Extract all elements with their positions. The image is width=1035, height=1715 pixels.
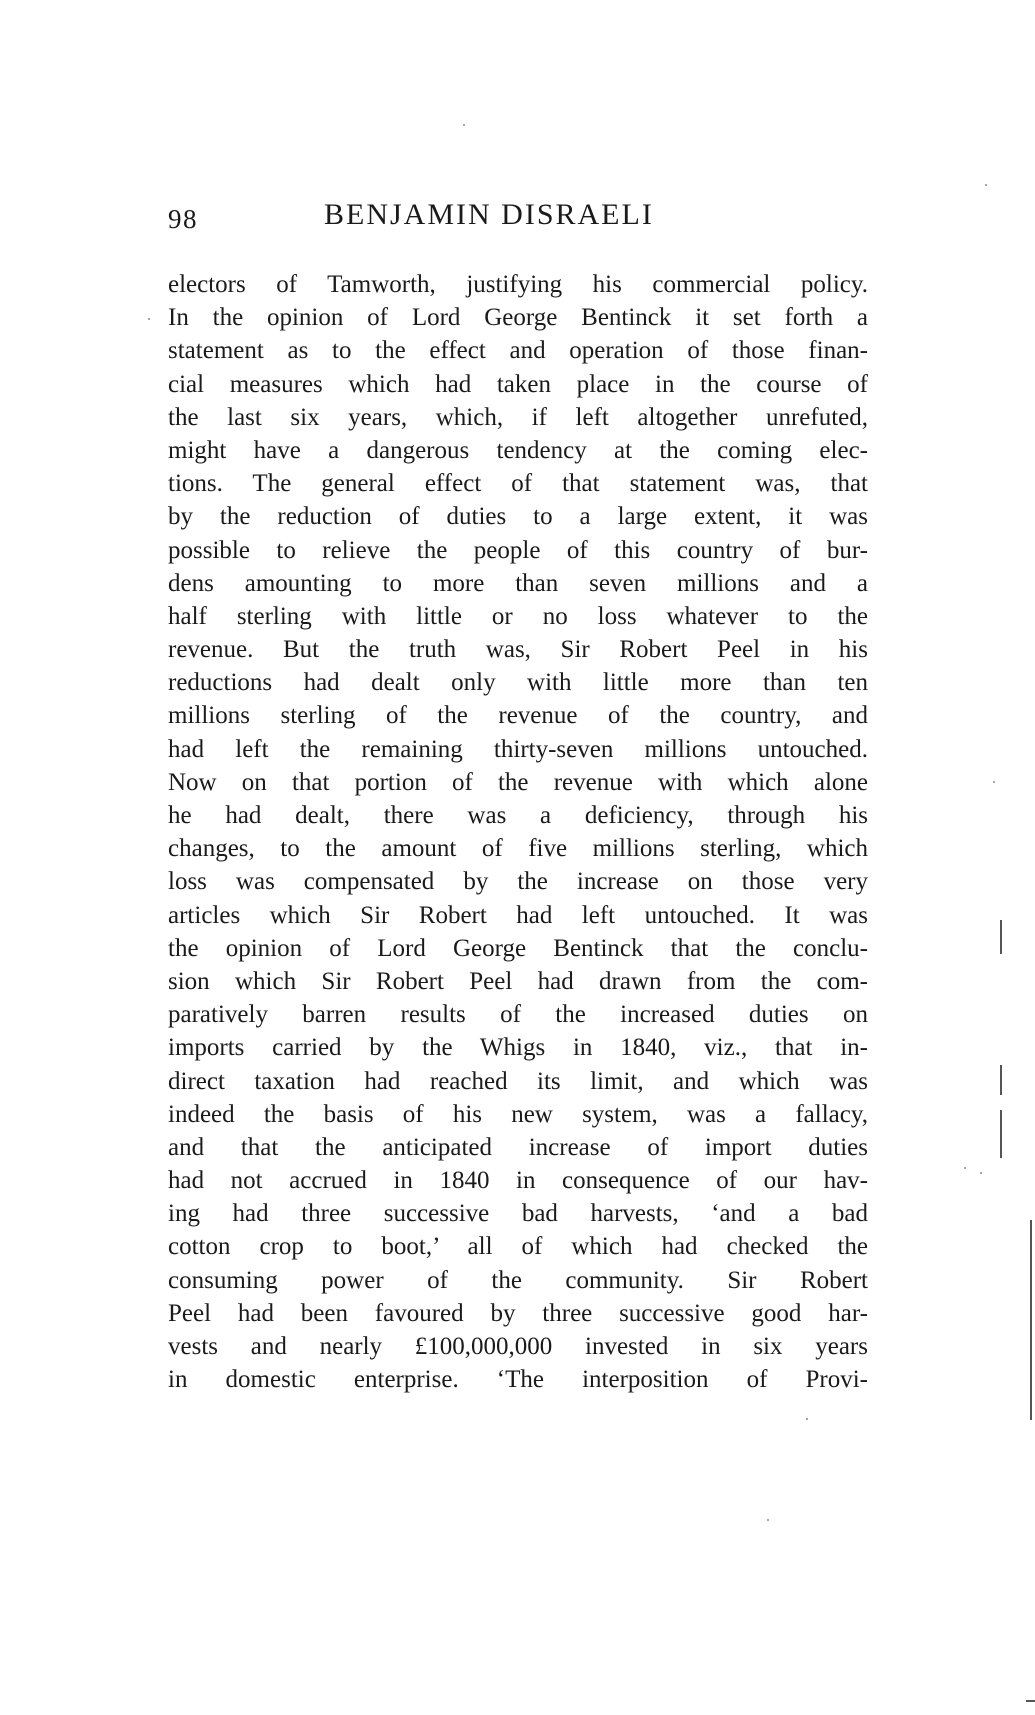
text-line: half sterling with little or no loss whatever to the bbox=[168, 602, 868, 630]
text-line: dens amounting to more than seven millions and a bbox=[168, 569, 868, 597]
text-line: millions sterling of the revenue of the country, and bbox=[168, 702, 868, 730]
text-line: sion which Sir Robert Peel had drawn from the com- bbox=[168, 967, 868, 995]
running-head bbox=[168, 198, 868, 238]
scan-artifact bbox=[767, 1519, 769, 1521]
text-line: Now on that portion of the revenue with which alone bbox=[168, 768, 868, 796]
text-line: cial measures which had taken place in the course of bbox=[168, 370, 868, 398]
text-line: had left the remaining thirty-seven millions untouched. bbox=[168, 735, 868, 763]
scan-artifact bbox=[1030, 1220, 1032, 1420]
text-line: paratively barren results of the increased duties on bbox=[168, 1001, 868, 1029]
text-line: by the reduction of duties to a large extent, it was bbox=[168, 503, 868, 531]
text-line: electors of Tamworth, justifying his commercial policy. bbox=[168, 271, 868, 298]
scan-artifact bbox=[1000, 1110, 1002, 1158]
scan-artifact bbox=[463, 124, 465, 126]
text-line: statement as to the effect and operation of those finan- bbox=[168, 337, 868, 365]
text-line: had not accrued in 1840 in consequence of our hav- bbox=[168, 1167, 868, 1195]
scan-artifact bbox=[964, 1167, 966, 1169]
text-line: reductions had dealt only with little more than ten bbox=[168, 669, 868, 697]
text-line: loss was compensated by the increase on those very bbox=[168, 868, 868, 896]
text-line: he had dealt, there was a deficiency, through his bbox=[168, 802, 868, 829]
page-number: 98 bbox=[168, 204, 198, 234]
text-line: articles which Sir Robert had left untouched. It was bbox=[168, 901, 868, 929]
text-line: possible to relieve the people of this country of bur- bbox=[168, 536, 868, 564]
text-line: vests and nearly £100,000,000 invested in six years bbox=[168, 1333, 868, 1360]
text-line: the last six years, which, if left altogether unrefuted, bbox=[168, 403, 868, 431]
scan-artifact bbox=[148, 318, 150, 320]
text-line: indeed the basis of his new system, was a fallacy, bbox=[168, 1100, 868, 1128]
text-line: direct taxation had reached its limit, and which was bbox=[168, 1067, 868, 1095]
scan-artifact bbox=[1000, 920, 1002, 954]
scan-artifact bbox=[985, 184, 987, 186]
text-line: might have a dangerous tendency at the coming elec- bbox=[168, 436, 868, 464]
scan-artifact bbox=[1026, 1700, 1035, 1702]
text-line: imports carried by the Whigs in 1840, viz., that in- bbox=[168, 1034, 868, 1062]
text-line: Peel had been favoured by three successive good har- bbox=[168, 1299, 868, 1327]
text-line: the opinion of Lord George Bentinck that the conclu- bbox=[168, 934, 868, 962]
text-line: In the opinion of Lord George Bentinck it set forth a bbox=[168, 304, 868, 332]
text-line: ing had three successive bad harvests, ‘and a bad bbox=[168, 1200, 868, 1228]
body-text bbox=[168, 268, 868, 1396]
text-line: and that the anticipated increase of import duties bbox=[168, 1133, 868, 1161]
text-line: changes, to the amount of five millions sterling, which bbox=[168, 835, 868, 863]
text-line: in domestic enterprise. ‘The interposition of Provi- bbox=[168, 1366, 868, 1394]
scan-artifact bbox=[806, 1418, 808, 1420]
scan-artifact bbox=[1000, 1065, 1002, 1095]
text-line: revenue. But the truth was, Sir Robert Peel in his bbox=[168, 636, 868, 664]
text-line: cotton crop to boot,’ all of which had checked the bbox=[168, 1233, 868, 1261]
text-line: consuming power of the community. Sir Robert bbox=[168, 1266, 868, 1294]
text-line: tions. The general effect of that statement was, that bbox=[168, 470, 868, 498]
scan-artifact bbox=[980, 1172, 982, 1174]
running-title: BENJAMIN DISRAELI bbox=[324, 198, 654, 231]
scan-artifact bbox=[993, 781, 995, 783]
